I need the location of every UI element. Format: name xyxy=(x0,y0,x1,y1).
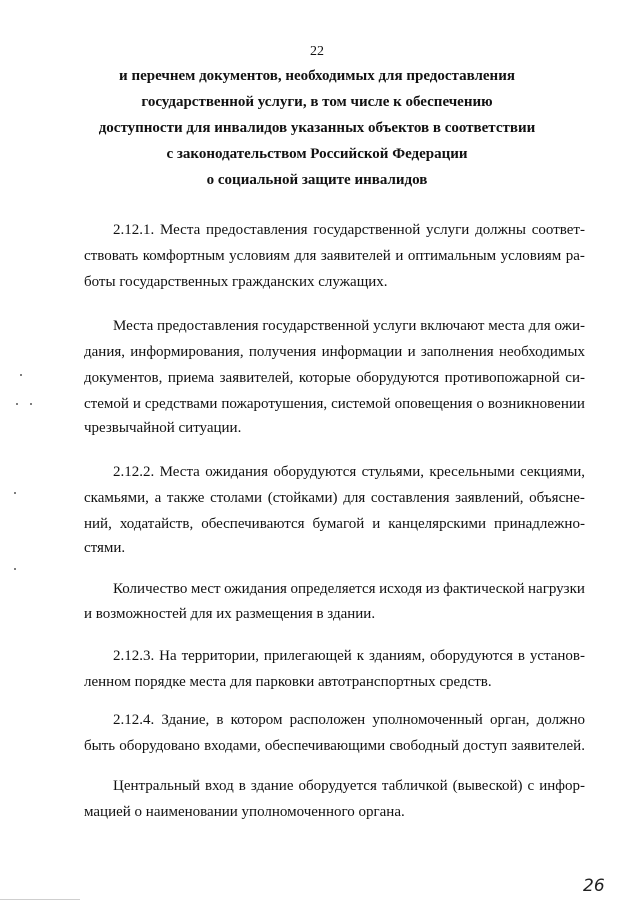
word: получения xyxy=(248,344,317,360)
word: средствами xyxy=(144,396,218,412)
word: территории, xyxy=(181,648,259,664)
word: Места xyxy=(160,222,201,238)
word: из xyxy=(425,581,440,597)
word: оптимальным xyxy=(407,248,497,264)
word: оборудуются xyxy=(356,370,440,386)
word: противопожарной xyxy=(444,370,560,386)
word: пожаротушения, xyxy=(221,396,328,412)
word: для xyxy=(343,490,366,506)
word: приема xyxy=(167,370,215,386)
text-line: боты государственных гражданских служащих. xyxy=(84,274,388,290)
word: быть xyxy=(84,738,116,754)
word: документов, xyxy=(84,370,163,386)
justified-line xyxy=(113,317,585,335)
scan-edge-line xyxy=(0,899,80,900)
word: оборудуется xyxy=(298,778,377,794)
word: с xyxy=(527,778,535,794)
word: ствовать xyxy=(84,248,139,264)
word: свободный xyxy=(389,738,459,754)
word: На xyxy=(159,648,177,664)
word: кресельными xyxy=(429,464,515,480)
word: места xyxy=(488,318,525,334)
justified-line xyxy=(113,647,585,665)
word: входами, xyxy=(204,738,261,754)
word: оборудуются xyxy=(273,464,357,480)
word: включают xyxy=(420,318,485,334)
word: дания, xyxy=(84,344,125,360)
handwritten-page-number: 26 xyxy=(583,876,605,896)
word: вход xyxy=(205,778,234,794)
word: которые xyxy=(298,370,351,386)
word: необходимых xyxy=(498,344,585,360)
heading-line: с законодательством Российской Федерации xyxy=(166,146,468,162)
word: уполномоченный xyxy=(372,712,483,728)
word: заявителей, xyxy=(219,370,294,386)
word: соответ- xyxy=(531,222,585,238)
word: стульями, xyxy=(361,464,424,480)
scan-speck xyxy=(16,403,18,405)
word: и xyxy=(407,344,416,360)
word: бумагой xyxy=(312,516,365,532)
text-line: и возможностей для их размещения в здании. xyxy=(84,606,376,622)
word: Центральный xyxy=(113,778,201,794)
word: должны xyxy=(475,222,526,238)
word: ожидания xyxy=(224,581,287,597)
word: комфортным xyxy=(142,248,225,264)
word: к xyxy=(356,648,365,664)
word: котором xyxy=(230,712,283,728)
word: услуги xyxy=(373,318,417,334)
word: прилегающей xyxy=(263,648,352,664)
word: 2.12.2. xyxy=(113,464,155,480)
text-line: ленном порядке места для парковки автотранспортных средств. xyxy=(84,674,492,690)
word: принадлежно- xyxy=(494,516,585,532)
word: и xyxy=(372,516,381,532)
word: системой xyxy=(331,396,391,412)
word: орган, xyxy=(489,712,530,728)
word: для xyxy=(528,318,551,334)
word: скамьями, xyxy=(84,490,149,506)
heading-line: о социальной защите инвалидов xyxy=(206,172,428,188)
scan-speck xyxy=(14,568,16,570)
word: табличкой xyxy=(381,778,448,794)
word: мест xyxy=(190,581,221,597)
word: о xyxy=(476,396,484,412)
word: Места xyxy=(113,318,154,334)
text-line: мацией о наименовании уполномоченного органа. xyxy=(84,804,405,820)
scan-speck xyxy=(14,492,16,494)
word: условиям xyxy=(500,248,562,264)
word: здание xyxy=(250,778,294,794)
word: государственной xyxy=(313,222,421,238)
word: доступ xyxy=(463,738,508,754)
word: ра- xyxy=(565,248,585,264)
word: оборудуются xyxy=(429,648,513,664)
justified-line xyxy=(84,489,585,507)
justified-line xyxy=(113,711,585,729)
word: заявителей. xyxy=(511,738,585,754)
word: (вывеской) xyxy=(452,778,523,794)
word: также xyxy=(166,490,205,506)
word: определяется xyxy=(290,581,376,597)
justified-line xyxy=(113,221,585,239)
word: государственной xyxy=(262,318,370,334)
word: ходатайств, xyxy=(119,516,194,532)
word: составления xyxy=(370,490,450,506)
word: условиям xyxy=(229,248,290,264)
word: установ- xyxy=(529,648,585,664)
word: канцелярскими xyxy=(388,516,487,532)
word: оборудовано xyxy=(119,738,200,754)
heading-line: и перечнем документов, необходимых для предоставления xyxy=(119,68,515,84)
word: в xyxy=(238,778,246,794)
justified-line xyxy=(113,580,585,598)
word: должно xyxy=(536,712,585,728)
word: возникновении xyxy=(487,396,585,412)
word: Количество xyxy=(113,581,188,597)
justified-line xyxy=(84,515,585,533)
word: си- xyxy=(565,370,585,386)
word: нагрузки xyxy=(528,581,585,597)
scan-speck xyxy=(30,403,32,405)
heading-line: государственной услуги, в том числе к обеспечению xyxy=(141,94,493,110)
word: предоставления xyxy=(157,318,259,334)
word: для xyxy=(294,248,317,264)
word: обеспечивающими xyxy=(264,738,386,754)
word: 2.12.4. xyxy=(113,712,155,728)
justified-line xyxy=(84,395,585,413)
word: в xyxy=(216,712,224,728)
word: зданиям, xyxy=(368,648,426,664)
word: в xyxy=(517,648,525,664)
word: столами xyxy=(210,490,263,506)
word: исходя xyxy=(379,581,423,597)
justified-line xyxy=(113,463,585,481)
word: заполнения xyxy=(420,344,494,360)
text-line: стями. xyxy=(84,540,126,556)
word: стемой xyxy=(84,396,129,412)
word: (стойками) xyxy=(267,490,338,506)
page-number: 22 xyxy=(310,44,324,59)
word: предоставления xyxy=(206,222,308,238)
word: 2.12.3. xyxy=(113,648,155,664)
word: услуги xyxy=(425,222,470,238)
justified-line xyxy=(84,369,585,387)
word: оповещения xyxy=(394,396,473,412)
word: инфор- xyxy=(539,778,585,794)
word: информирования, xyxy=(130,344,244,360)
word: секциями, xyxy=(519,464,585,480)
word: и xyxy=(132,396,141,412)
justified-line xyxy=(84,247,585,265)
word: расположен xyxy=(289,712,366,728)
text-line: чрезвычайной ситуации. xyxy=(84,420,242,436)
word: объясне- xyxy=(529,490,585,506)
word: заявлений, xyxy=(455,490,524,506)
justified-line xyxy=(113,777,585,795)
justified-line xyxy=(84,343,585,361)
word: ожидания xyxy=(205,464,268,480)
word: информации xyxy=(321,344,403,360)
word: обеспечиваются xyxy=(201,516,305,532)
scan-speck xyxy=(20,374,22,376)
word: и xyxy=(395,248,404,264)
word: а xyxy=(154,490,162,506)
word: ний, xyxy=(84,516,112,532)
word: 2.12.1. xyxy=(113,222,155,238)
word: фактической xyxy=(443,581,525,597)
word: ожи- xyxy=(554,318,585,334)
heading-line: доступности для инвалидов указанных объектов в соответствии xyxy=(98,120,536,136)
word: Здание, xyxy=(161,712,210,728)
justified-line xyxy=(84,737,585,755)
word: заявителей xyxy=(320,248,391,264)
word: Места xyxy=(159,464,200,480)
